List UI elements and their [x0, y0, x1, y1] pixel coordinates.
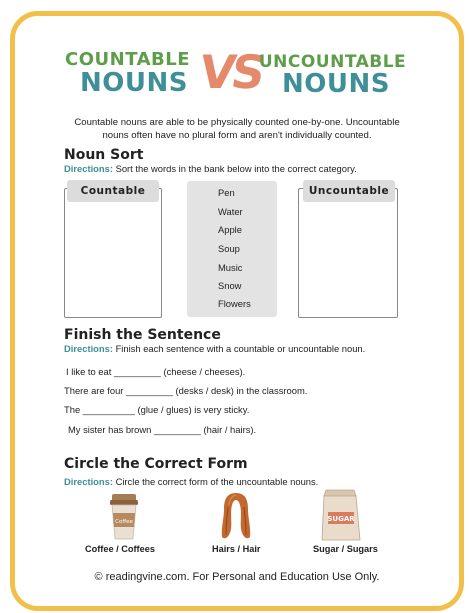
item-hair[interactable]: Hairs / Hair	[212, 544, 261, 554]
directions-text: Sort the words in the bank below into the correct category.	[115, 163, 357, 174]
directions-text: Finish each sentence with a countable or uncountable noun.	[115, 343, 366, 354]
bank-word: Pen	[218, 187, 235, 198]
svg-text:Coffee: Coffee	[115, 519, 133, 525]
title-uncountable: UNCOUNTABLE	[258, 52, 407, 72]
footer	[0, 571, 474, 583]
circle-directions	[64, 476, 318, 487]
item-sugar[interactable]: Sugar / Sugars	[313, 544, 378, 554]
directions-label: Directions:	[64, 343, 113, 354]
bank-word: Water	[218, 206, 243, 217]
vs-graphic: VS	[196, 45, 265, 99]
coffee-cup-icon	[108, 494, 140, 540]
bank-word: Music	[218, 262, 243, 273]
finish-title: Finish the Sentence	[64, 327, 221, 343]
item-coffee[interactable]: Coffee / Coffees	[85, 544, 155, 554]
bank-word: Apple	[218, 224, 242, 235]
bank-word: Snow	[218, 280, 242, 291]
title-countable: COUNTABLE	[65, 49, 190, 70]
copyright-symbol: ©	[94, 571, 103, 583]
finish-directions	[64, 343, 365, 354]
intro-text: Countable nouns are able to be physically counted one-by-one. Uncountable nouns often have no plural form and aren't individually counted.	[74, 117, 400, 141]
directions-label: Directions:	[64, 163, 113, 174]
countable-header: Countable	[67, 180, 159, 202]
footer-text: . For Personal and Education Use Only.	[186, 571, 380, 583]
bank-word: Soup	[218, 243, 240, 254]
hair-icon	[218, 491, 254, 543]
directions-label: Directions:	[64, 476, 113, 487]
title-nouns-left: NOUNS	[80, 68, 188, 98]
circle-title: Circle the Correct Form	[64, 456, 248, 472]
countable-box[interactable]	[64, 188, 162, 318]
uncountable-header: Uncountable	[303, 180, 395, 202]
title-nouns-right: NOUNS	[282, 69, 390, 99]
directions-text: Circle the correct form of the uncountable nouns.	[115, 476, 319, 487]
sentence-1[interactable]: I like to eat _________ (cheese / cheeses).	[66, 366, 246, 377]
sentence-3[interactable]: The __________ (glue / glues) is very sticky.	[64, 404, 250, 415]
svg-text:SUGAR: SUGAR	[327, 515, 355, 523]
bank-word: Flowers	[218, 298, 251, 309]
sugar-bag-icon	[320, 488, 362, 542]
noun-sort-directions	[64, 163, 357, 174]
site-link[interactable]: readingvine.com	[105, 571, 187, 583]
sentence-2[interactable]: There are four _________ (desks / desk) in the classroom.	[64, 385, 308, 396]
noun-sort-title: Noun Sort	[64, 147, 144, 163]
uncountable-box[interactable]	[298, 188, 398, 318]
sentence-4[interactable]: My sister has brown _________ (hair / hairs).	[68, 424, 257, 435]
